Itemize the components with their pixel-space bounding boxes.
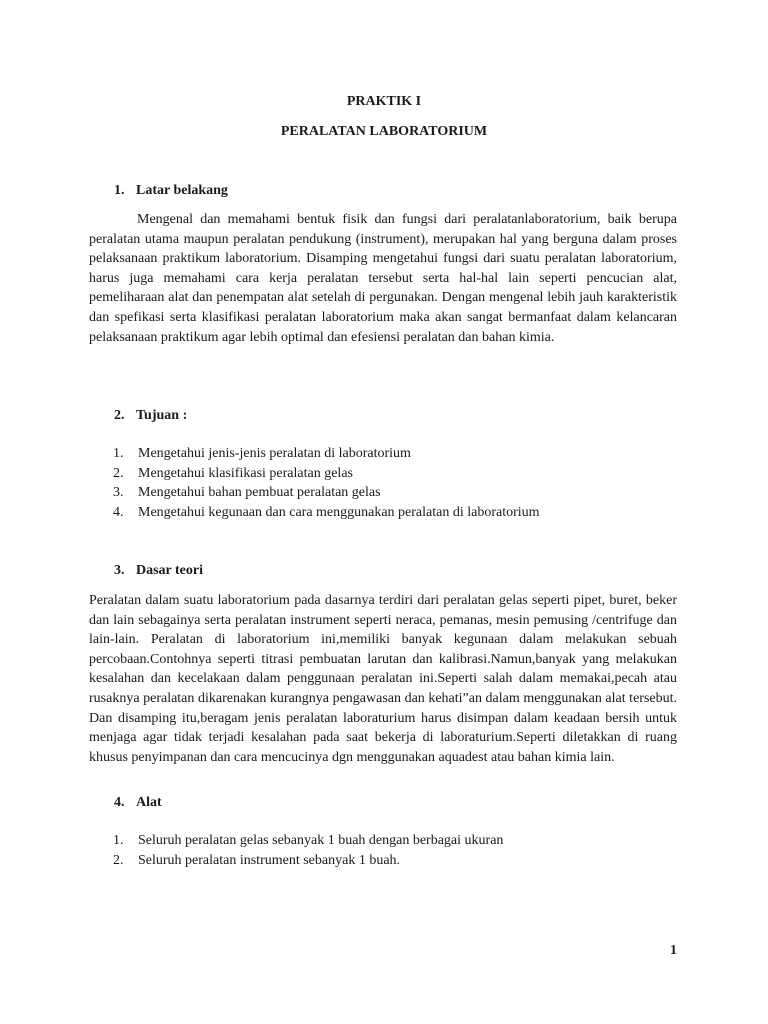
- document-title: PRAKTIK I: [346, 94, 422, 109]
- section-title: Latar belakang: [136, 183, 228, 198]
- list-item-number: 4.: [113, 504, 124, 520]
- list-item-text: Mengetahui kegunaan dan cara menggunakan peralatan di laboratorium: [138, 504, 540, 520]
- list-item: [89, 464, 540, 484]
- section-number: 2.: [114, 408, 125, 423]
- list-item: [89, 503, 540, 523]
- list-item: [89, 831, 503, 851]
- list-item: [89, 444, 540, 464]
- list-item-text: Mengetahui klasifikasi peralatan gelas: [138, 465, 353, 481]
- list-item-number: 1.: [113, 446, 124, 461]
- section-heading-latar-belakang: [114, 183, 228, 199]
- list-item-text: Mengetahui jenis-jenis peralatan di laboratorium: [138, 446, 411, 461]
- tujuan-list: [89, 444, 540, 522]
- list-item-text: Seluruh peralatan instrument sebanyak 1 buah.: [138, 852, 401, 868]
- list-item-number: 1.: [113, 833, 124, 848]
- section-number: 4.: [114, 795, 125, 810]
- section-heading-tujuan: [114, 408, 187, 424]
- page-number: 1: [670, 943, 677, 958]
- section-heading-dasar-teori: [114, 563, 203, 579]
- section-title: Tujuan :: [136, 408, 188, 423]
- list-item-text: Mengetahui bahan pembuat peralatan gelas: [138, 485, 381, 500]
- section-number: 1.: [114, 183, 125, 198]
- section-heading-alat: [114, 795, 162, 811]
- section-number: 3.: [114, 563, 125, 578]
- list-item-number: 3.: [113, 485, 124, 500]
- list-item: [89, 851, 503, 871]
- list-item: [89, 483, 540, 503]
- document-subtitle: PERALATAN LABORATORIUM: [280, 124, 488, 139]
- section-paragraph-latar-belakang: Mengenal dan memahami bentuk fisik dan fungsi dari peralatanlaboratorium, baik berupa peralatan utama maupun peralatan pendukung (instrument), merupakan hal yang berguna dalam proses pelaksanaan praktikum laboratorium. Disamping mengetahui fungsi dari suatu peralatan laboratorium, harus juga memahami cara kerja peralatan tersebut serta hal-hal lain seperti pencucian alat, pemeliharaan alat dan penempatan alat setelah di pergunakan. Dengan mengenal lebih jauh karakteristik dan spefikasi serta klasifikasi peralatan laboratorium maka akan sangat bermanfaat dalam kelancaran pelaksanaan praktikum agar lebih optimal dan efesiensi peralatan dan bahan kimia.: [89, 212, 677, 345]
- section-title: Dasar teori: [136, 563, 203, 578]
- section-paragraph-dasar-teori: Peralatan dalam suatu laboratorium pada dasarnya terdiri dari peralatan gelas seperti pipet, buret, beker dan lain sebagainya serta peralatan instrument seperti neraca, pemanas, mesin pemusing /centrifuge dan lain-lain. Peralatan di laboratorium ini,memiliki banyak kegunaan dalam melakukan sebuah percobaan.Contohnya seperti titrasi pembuatan larutan dan kalibrasi.Namun,banyak yang melakukan kesalahan dan kecelakaan dalam penggunaan peralatan ini.Seperti salah dalam memakai,pecah atau rusaknya peralatan dikarenakan kurangnya pengawasan dan kehati”an dalam menggunakan alat tersebut. Dan disamping itu,beragam jenis peralatan laboraturium harus disimpan dalam keadaan bersih untuk menjaga agar tidak terjadi kesalahan pada saat bekerja di laboraturium.Seperti diletakkan di ruang khusus penyimpanan dan cara mencucinya dgn menggunakan aquadest atau bahan kimia lain.: [89, 593, 677, 765]
- list-item-number: 2.: [113, 852, 124, 868]
- list-item-text: Seluruh peralatan gelas sebanyak 1 buah dengan berbagai ukuran: [138, 833, 504, 848]
- section-title: Alat: [136, 795, 162, 810]
- list-item-number: 2.: [113, 465, 124, 481]
- alat-list: [89, 831, 503, 870]
